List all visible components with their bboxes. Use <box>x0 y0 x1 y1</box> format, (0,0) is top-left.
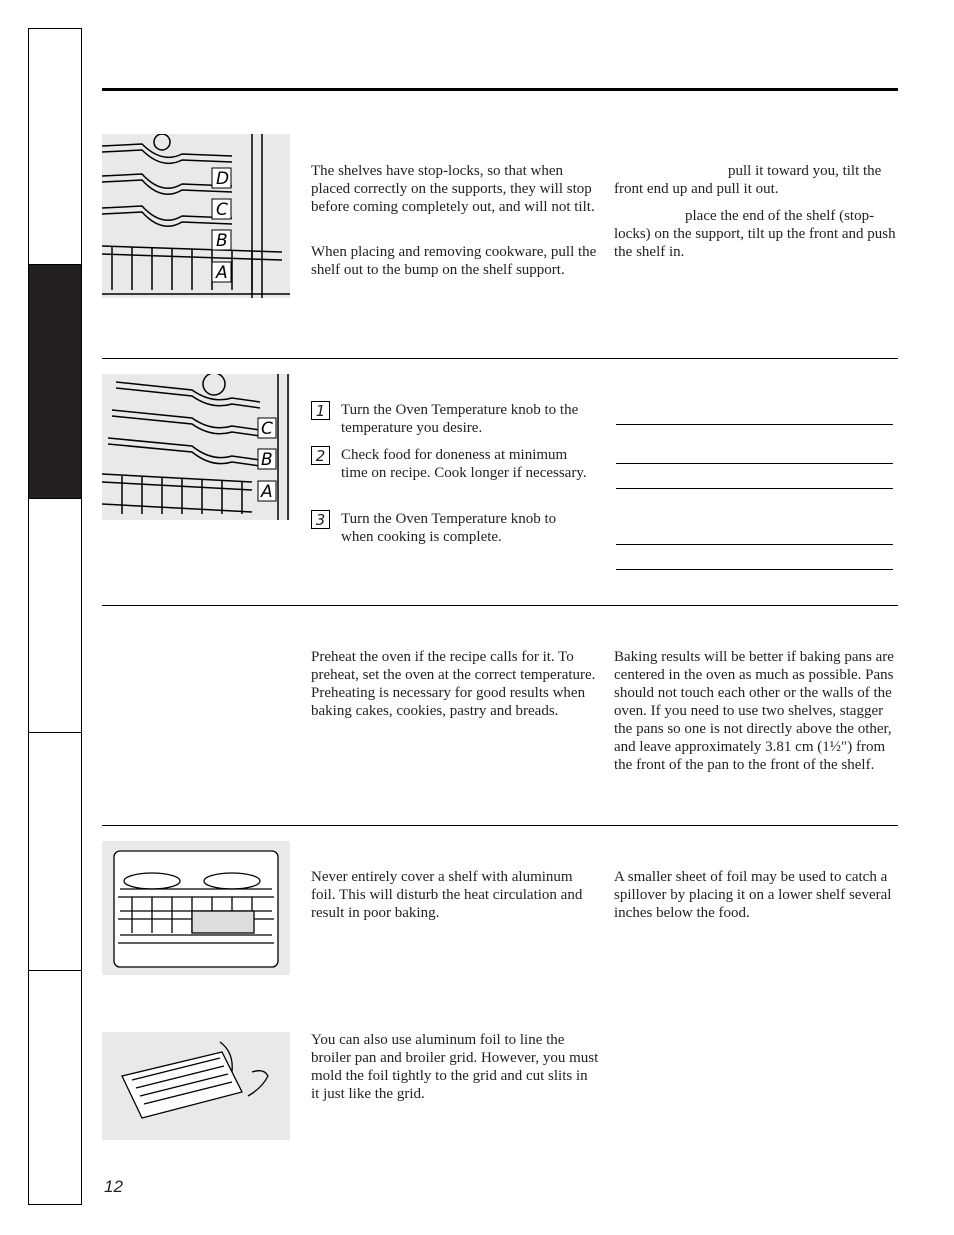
bake-label-a: A <box>261 482 273 502</box>
side-tab-1 <box>29 29 81 265</box>
section-rule-2 <box>102 605 898 606</box>
side-tab-3 <box>29 499 81 733</box>
shelves-stoplock-text: The shelves have stop-locks, so that when placed correctly on the supports, they will stop before coming completely out, and will not tilt. <box>311 163 595 215</box>
shelf-label-c: C <box>216 200 228 220</box>
shelves-remove-text-full: pull it toward you, tilt the front end up and pull it out. <box>614 163 882 197</box>
pan-placement-text: Baking results will be better if baking pans are centered in the oven as much as possible. Pans should not touch each other or the walls of the oven. If you need to use two shelves, stagger the pans so one is not directly above the other, and leave approximately 3.81 cm (1½″) from the front of the pan to the front of the shelf. <box>614 649 894 773</box>
bake-step-3 <box>311 510 601 550</box>
table-line-3 <box>616 488 893 489</box>
step-number-3: 3 <box>311 510 330 529</box>
bake-step-2 <box>311 446 601 502</box>
step-text-3: Turn the Oven Temperature knob to when cooking is complete. <box>341 511 598 545</box>
table-line-5 <box>616 569 893 570</box>
step-text-1: Turn the Oven Temperature knob to the temperature you desire. <box>341 402 579 436</box>
shelf-label-d: D <box>216 169 230 189</box>
bake-shelf-positions-figure <box>102 374 290 520</box>
step-text-2: Check food for doneness at minimum time on recipe. Cook longer if necessary. <box>341 447 587 481</box>
broiler-pan-foil-figure <box>102 1032 290 1140</box>
header-rule <box>102 88 898 91</box>
table-line-2 <box>616 463 893 464</box>
preheat-text: Preheat the oven if the recipe calls for it. To preheat, set the oven at the correct temperature. Preheating is necessary for good results when baking cakes, cookies, pastry and breads. <box>311 649 596 719</box>
broiler-foil-text: You can also use aluminum foil to line the broiler pan and broiler grid. However, you must mold the foil tightly to the grid and cut slits in it just like the grid. <box>311 1032 599 1102</box>
shelves-cookware-text: When placing and removing cookware, pull the shelf out to the bump on the shelf support. <box>311 244 597 278</box>
bake-label-c: C <box>261 419 273 439</box>
side-tab-2-active <box>29 265 81 499</box>
bake-label-b: B <box>261 450 273 470</box>
bake-step-1 <box>311 401 601 441</box>
side-tab-5 <box>29 971 81 1204</box>
oven-foil-figure <box>102 841 290 975</box>
shelf-label-a: A <box>216 263 228 283</box>
page-number: 12 <box>104 1177 123 1196</box>
section-rule-1 <box>102 358 898 359</box>
side-tab-4 <box>29 733 81 971</box>
step-number-1: 1 <box>311 401 330 420</box>
section-rule-3 <box>102 825 898 826</box>
foil-warning-text: Never entirely cover a shelf with aluminum foil. This will disturb the heat circulation and result in poor baking. <box>311 869 583 921</box>
shelf-label-b: B <box>216 231 228 251</box>
side-tab-strip <box>28 28 82 1205</box>
table-line-1 <box>616 424 893 425</box>
table-line-4 <box>616 544 893 545</box>
shelf-stoplock-figure <box>102 134 290 298</box>
shelves-replace-text: place the end of the shelf (stop-locks) on the support, tilt up the front and push the shelf in. <box>614 208 896 260</box>
foil-spillover-text: A smaller sheet of foil may be used to catch a spillover by placing it on a lower shelf several inches below the food. <box>614 869 892 921</box>
step-number-2: 2 <box>311 446 330 465</box>
